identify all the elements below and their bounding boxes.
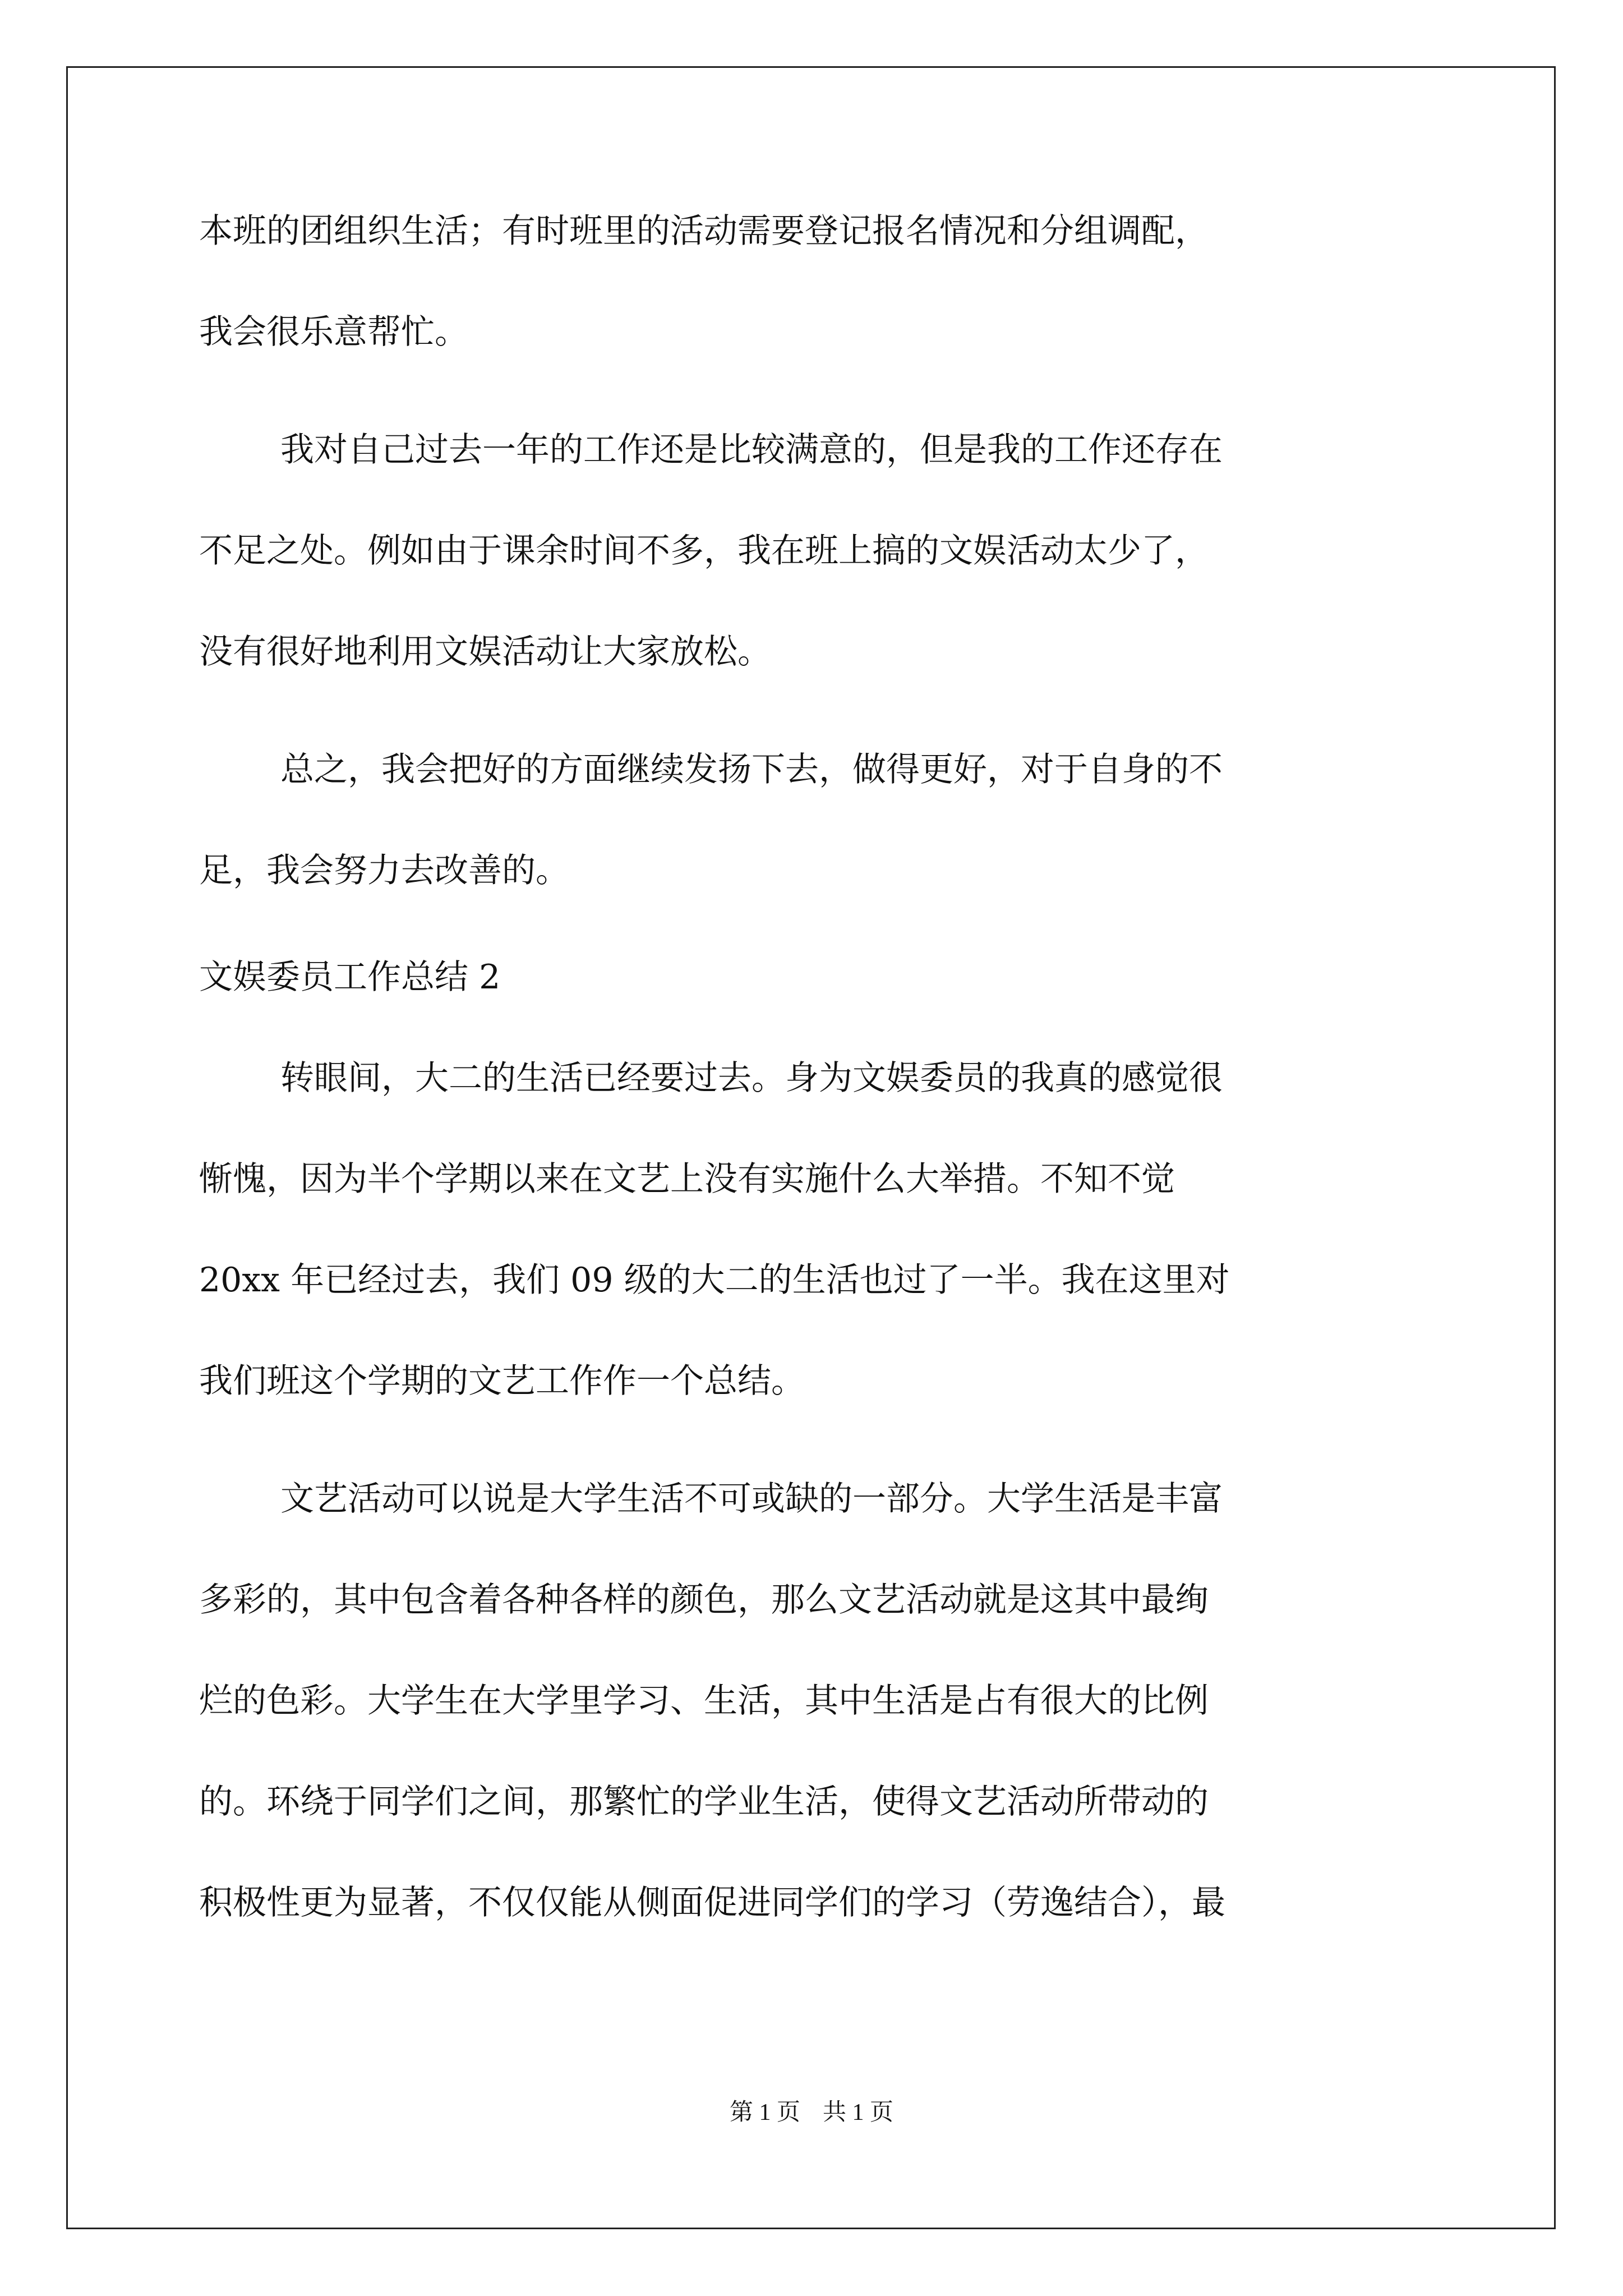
text-line: 我会很乐意帮忙。 [199, 312, 468, 352]
text-line: 惭愧，因为半个学期以来在文艺上没有实施什么大举措。不知不觉 [199, 1159, 1175, 1199]
text-line: 20xx 年已经过去，我们 09 级的大二的生活也过了一半。我在这里对 [199, 1260, 1230, 1300]
text-line: 没有很好地利用文娱活动让大家放松。 [199, 632, 771, 671]
page-footer [0, 2097, 1623, 2128]
paragraph-first-line: 总之，我会把好的方面继续发扬下去，做得更好，对于自身的不 [280, 750, 1223, 789]
page-count: 共 1 页 [823, 2100, 894, 2125]
text-line: 我们班这个学期的文艺工作作一个总结。 [199, 1361, 805, 1401]
text-line: 足，我会努力去改善的。 [199, 851, 569, 890]
text-line: 积极性更为显著，不仅仅能从侧面促进同学们的学习（劳逸结合），最 [199, 1883, 1225, 1922]
text-line: 的。环绕于同学们之间，那繁忙的学业生活，使得文艺活动所带动的 [199, 1782, 1209, 1821]
text-line: 不足之处。例如由于课余时间不多，我在班上搞的文娱活动太少了， [199, 531, 1209, 570]
paragraph-first-line: 我对自己过去一年的工作还是比较满意的，但是我的工作还存在 [280, 430, 1223, 470]
text-line: 烂的色彩。大学生在大学里学习、生活，其中生活是占有很大的比例 [199, 1681, 1209, 1720]
page-number: 第 1 页 [729, 2100, 800, 2125]
paragraph-first-line: 文艺活动可以说是大学生活不可或缺的一部分。大学生活是丰富 [280, 1479, 1223, 1519]
text-line: 本班的团组织生活；有时班里的活动需要登记报名情况和分组调配， [199, 211, 1209, 251]
section-heading: 文娱委员工作总结 2 [199, 958, 501, 997]
paragraph-first-line: 转眼间，大二的生活已经要过去。身为文娱委员的我真的感觉很 [280, 1059, 1223, 1098]
text-line: 多彩的，其中包含着各种各样的颜色，那么文艺活动就是这其中最绚 [199, 1580, 1209, 1619]
